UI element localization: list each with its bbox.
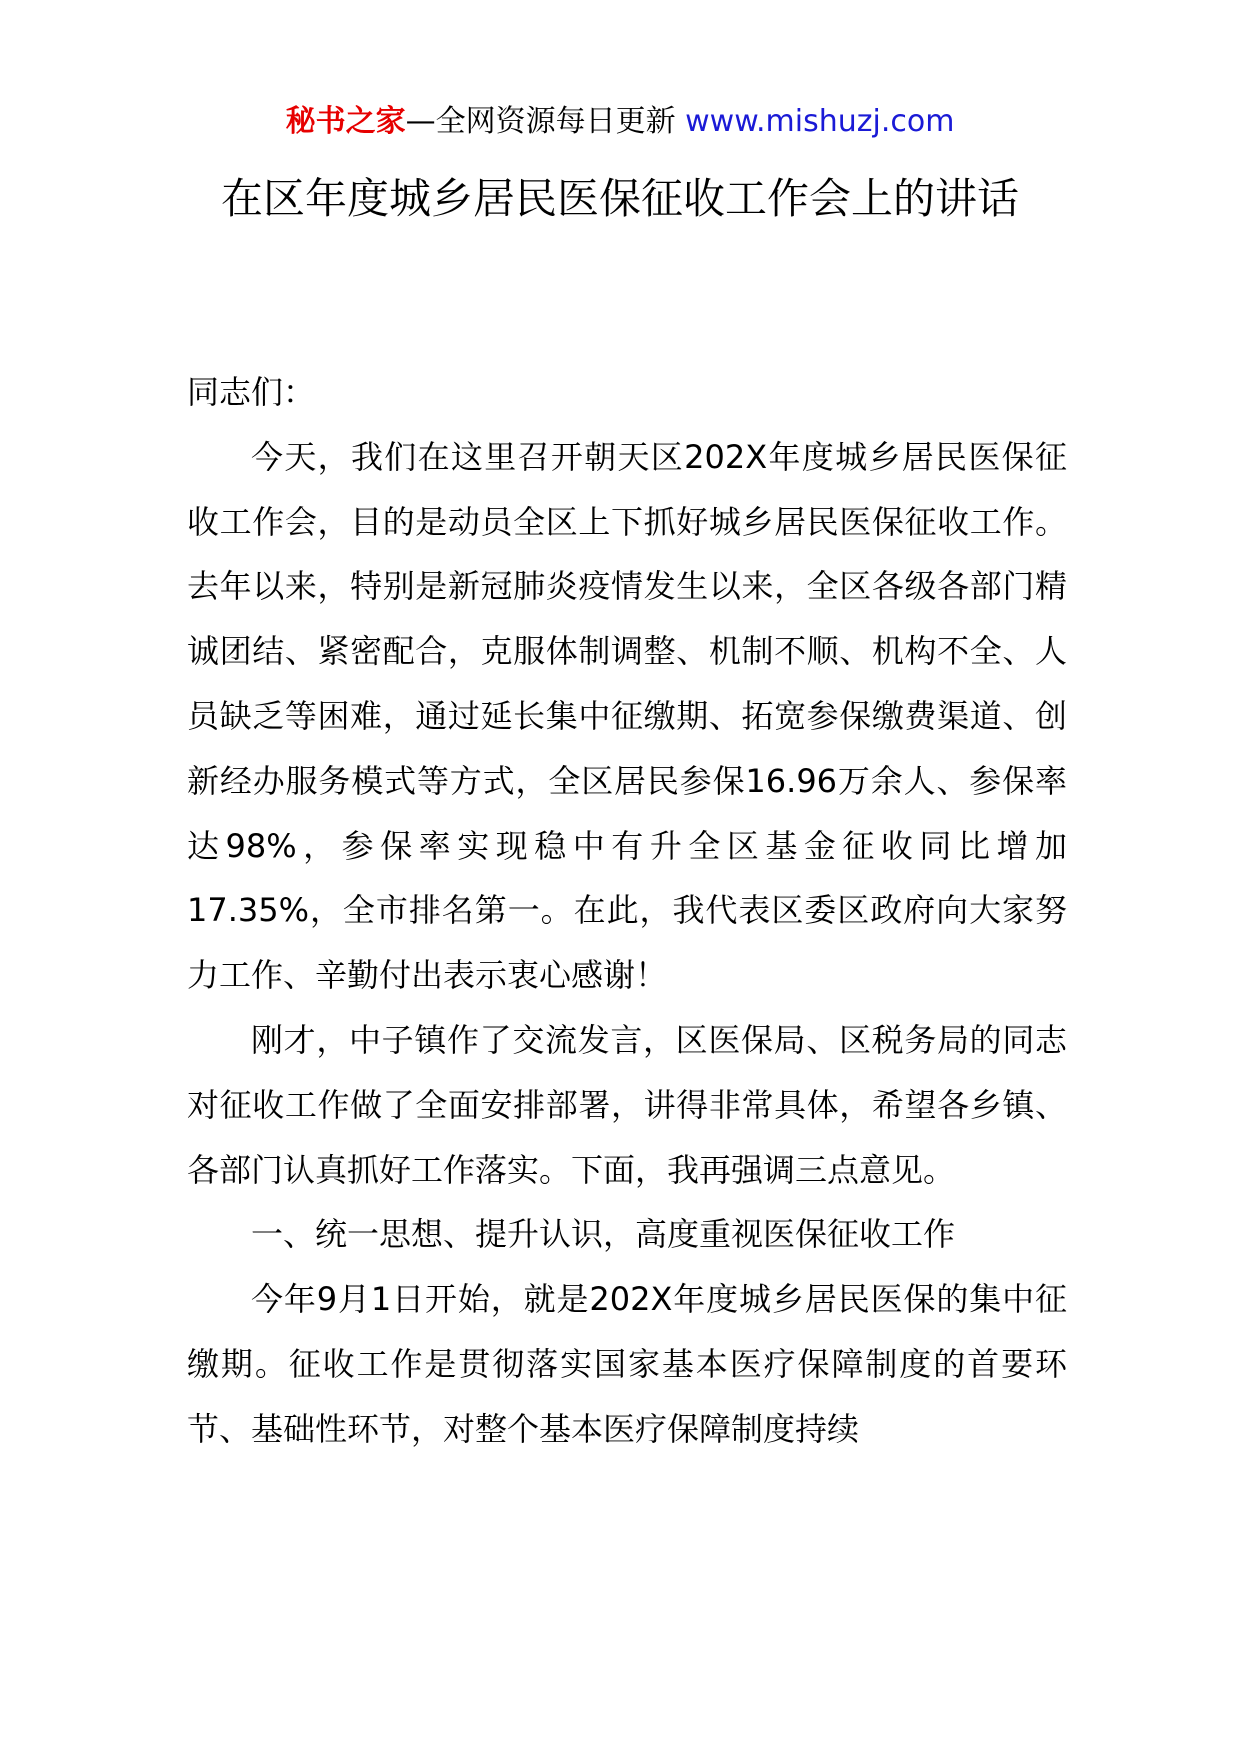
section-heading: 一、统一思想、提升认识，高度重视医保征收工作 [251, 1215, 956, 1254]
section-paragraph: 今年9月1日开始，就是202X年度城乡居民医保的集中征缴期。征收工作是贯彻落实国家基本医疗保障制度的首要环节、基础性环节，对整个基本医疗保障制度持续 [187, 1280, 1067, 1448]
paragraph-opening: 今天，我们在这里召开朝天区202X年度城乡居民医保征收工作会，目的是动员全区上下抓好城乡居民医保征收工作。去年以来，特别是新冠肺炎疫情发生以来，全区各级各部门精诚团结、紧密配合，克服体制调整、机制不顺、机构不全、人员缺乏等困难，通过延长集中征缴期、拓宽参保缴费渠道、创新经办服务模式等方式，全区居民参保16.96万余人、参保率达98%，参保率实现稳中有升全区基金征收同比增加17.35%，全市排名第一。在此，我代表区委区政府向大家努力工作、辛勤付出表示衷心感谢！ [187, 437, 1067, 995]
document-title: 在区年度城乡居民医保征收工作会上的讲话 [220, 174, 1019, 223]
paragraph-remarks: 刚才，中子镇作了交流发言，区医保局、区税务局的同志对征收工作做了全面安排部署，讲得非常具体，希望各乡镇、各部门认真抓好工作落实。下面，我再强调三点意见。 [187, 1020, 1067, 1189]
site-header [0, 102, 1240, 142]
brand-name: 秘书之家 [285, 104, 406, 139]
site-url-link[interactable]: www.mishuzj.com [685, 104, 955, 139]
document-body [187, 360, 1067, 1462]
header-tagline: —全网资源每日更新 [405, 104, 676, 139]
salutation: 同志们： [187, 373, 316, 411]
